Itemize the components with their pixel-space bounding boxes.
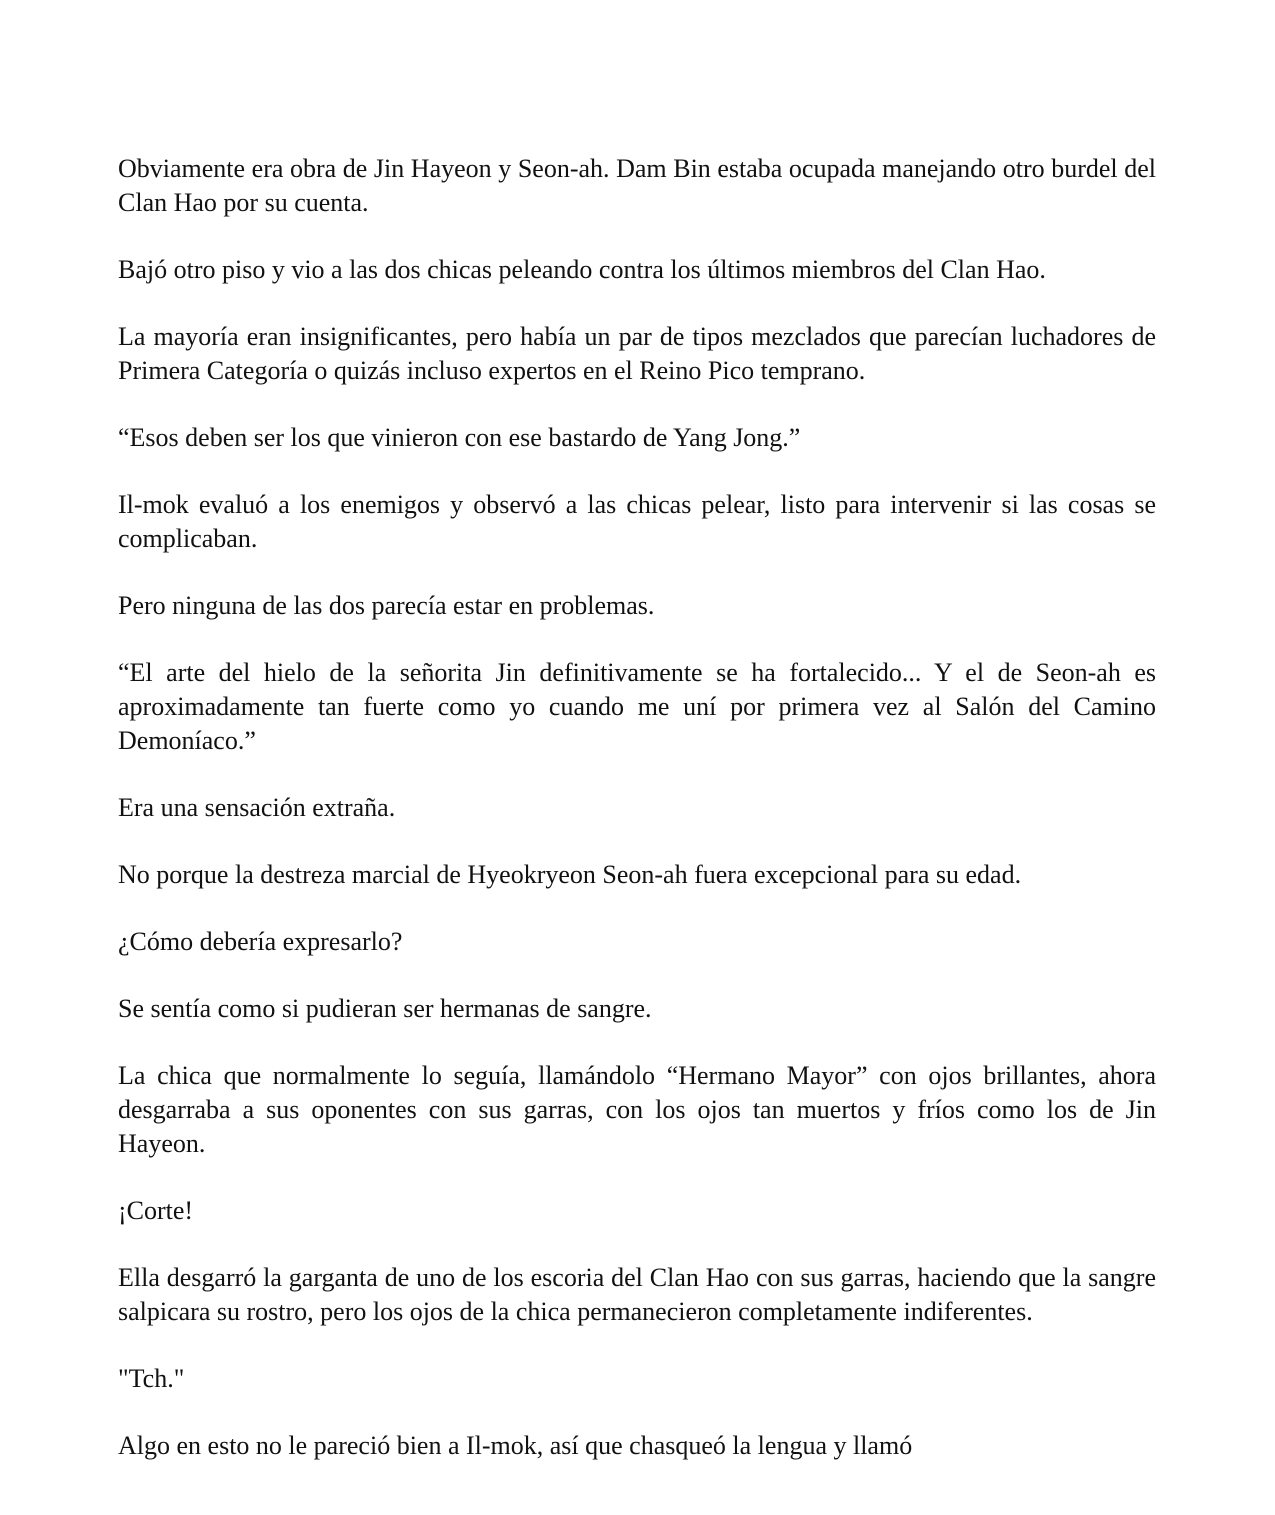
paragraph: ¿Cómo debería expresarlo? — [118, 927, 403, 956]
paragraph: Se sentía como si pudieran ser hermanas de sangre. — [118, 994, 652, 1023]
paragraph: ¡Corte! — [118, 1196, 194, 1225]
paragraph: No porque la destreza marcial de Hyeokryeon Seon-ah fuera excepcional para su edad. — [118, 860, 1022, 889]
paragraph: “El arte del hielo de la señorita Jin definitivamente se ha fortalecido... Y el de Seon-ah es aproximadamente tan fuerte como yo cuando me uní por primera vez al Salón del Camino Demoníaco.” — [118, 658, 1156, 755]
paragraph: Algo en esto no le pareció bien a Il-mok, así que chasqueó la lengua y llamó — [118, 1431, 913, 1460]
paragraph: Ella desgarró la garganta de uno de los escoria del Clan Hao con sus garras, haciendo que la sangre salpicara su rostro, pero los ojos de la chica permanecieron completamente indiferentes. — [118, 1263, 1156, 1326]
page-body-text — [118, 152, 1156, 1463]
paragraph: "Tch." — [118, 1364, 185, 1393]
paragraph: Il-mok evaluó a los enemigos y observó a las chicas pelear, listo para intervenir si las cosas se complicaban. — [118, 490, 1156, 553]
paragraph: Obviamente era obra de Jin Hayeon y Seon-ah. Dam Bin estaba ocupada manejando otro burdel del Clan Hao por su cuenta. — [118, 154, 1156, 217]
paragraph: “Esos deben ser los que vinieron con ese bastardo de Yang Jong.” — [118, 423, 801, 452]
paragraph: Bajó otro piso y vio a las dos chicas peleando contra los últimos miembros del Clan Hao. — [118, 255, 1046, 284]
paragraph: La chica que normalmente lo seguía, llamándolo “Hermano Mayor” con ojos brillantes, ahora desgarraba a sus oponentes con sus garras, con los ojos tan muertos y fríos como los de Jin Hayeon. — [118, 1061, 1156, 1158]
paragraph: La mayoría eran insignificantes, pero había un par de tipos mezclados que parecían luchadores de Primera Categoría o quizás incluso expertos en el Reino Pico temprano. — [118, 322, 1156, 385]
paragraph: Era una sensación extraña. — [118, 793, 396, 822]
paragraph: Pero ninguna de las dos parecía estar en problemas. — [118, 591, 655, 620]
